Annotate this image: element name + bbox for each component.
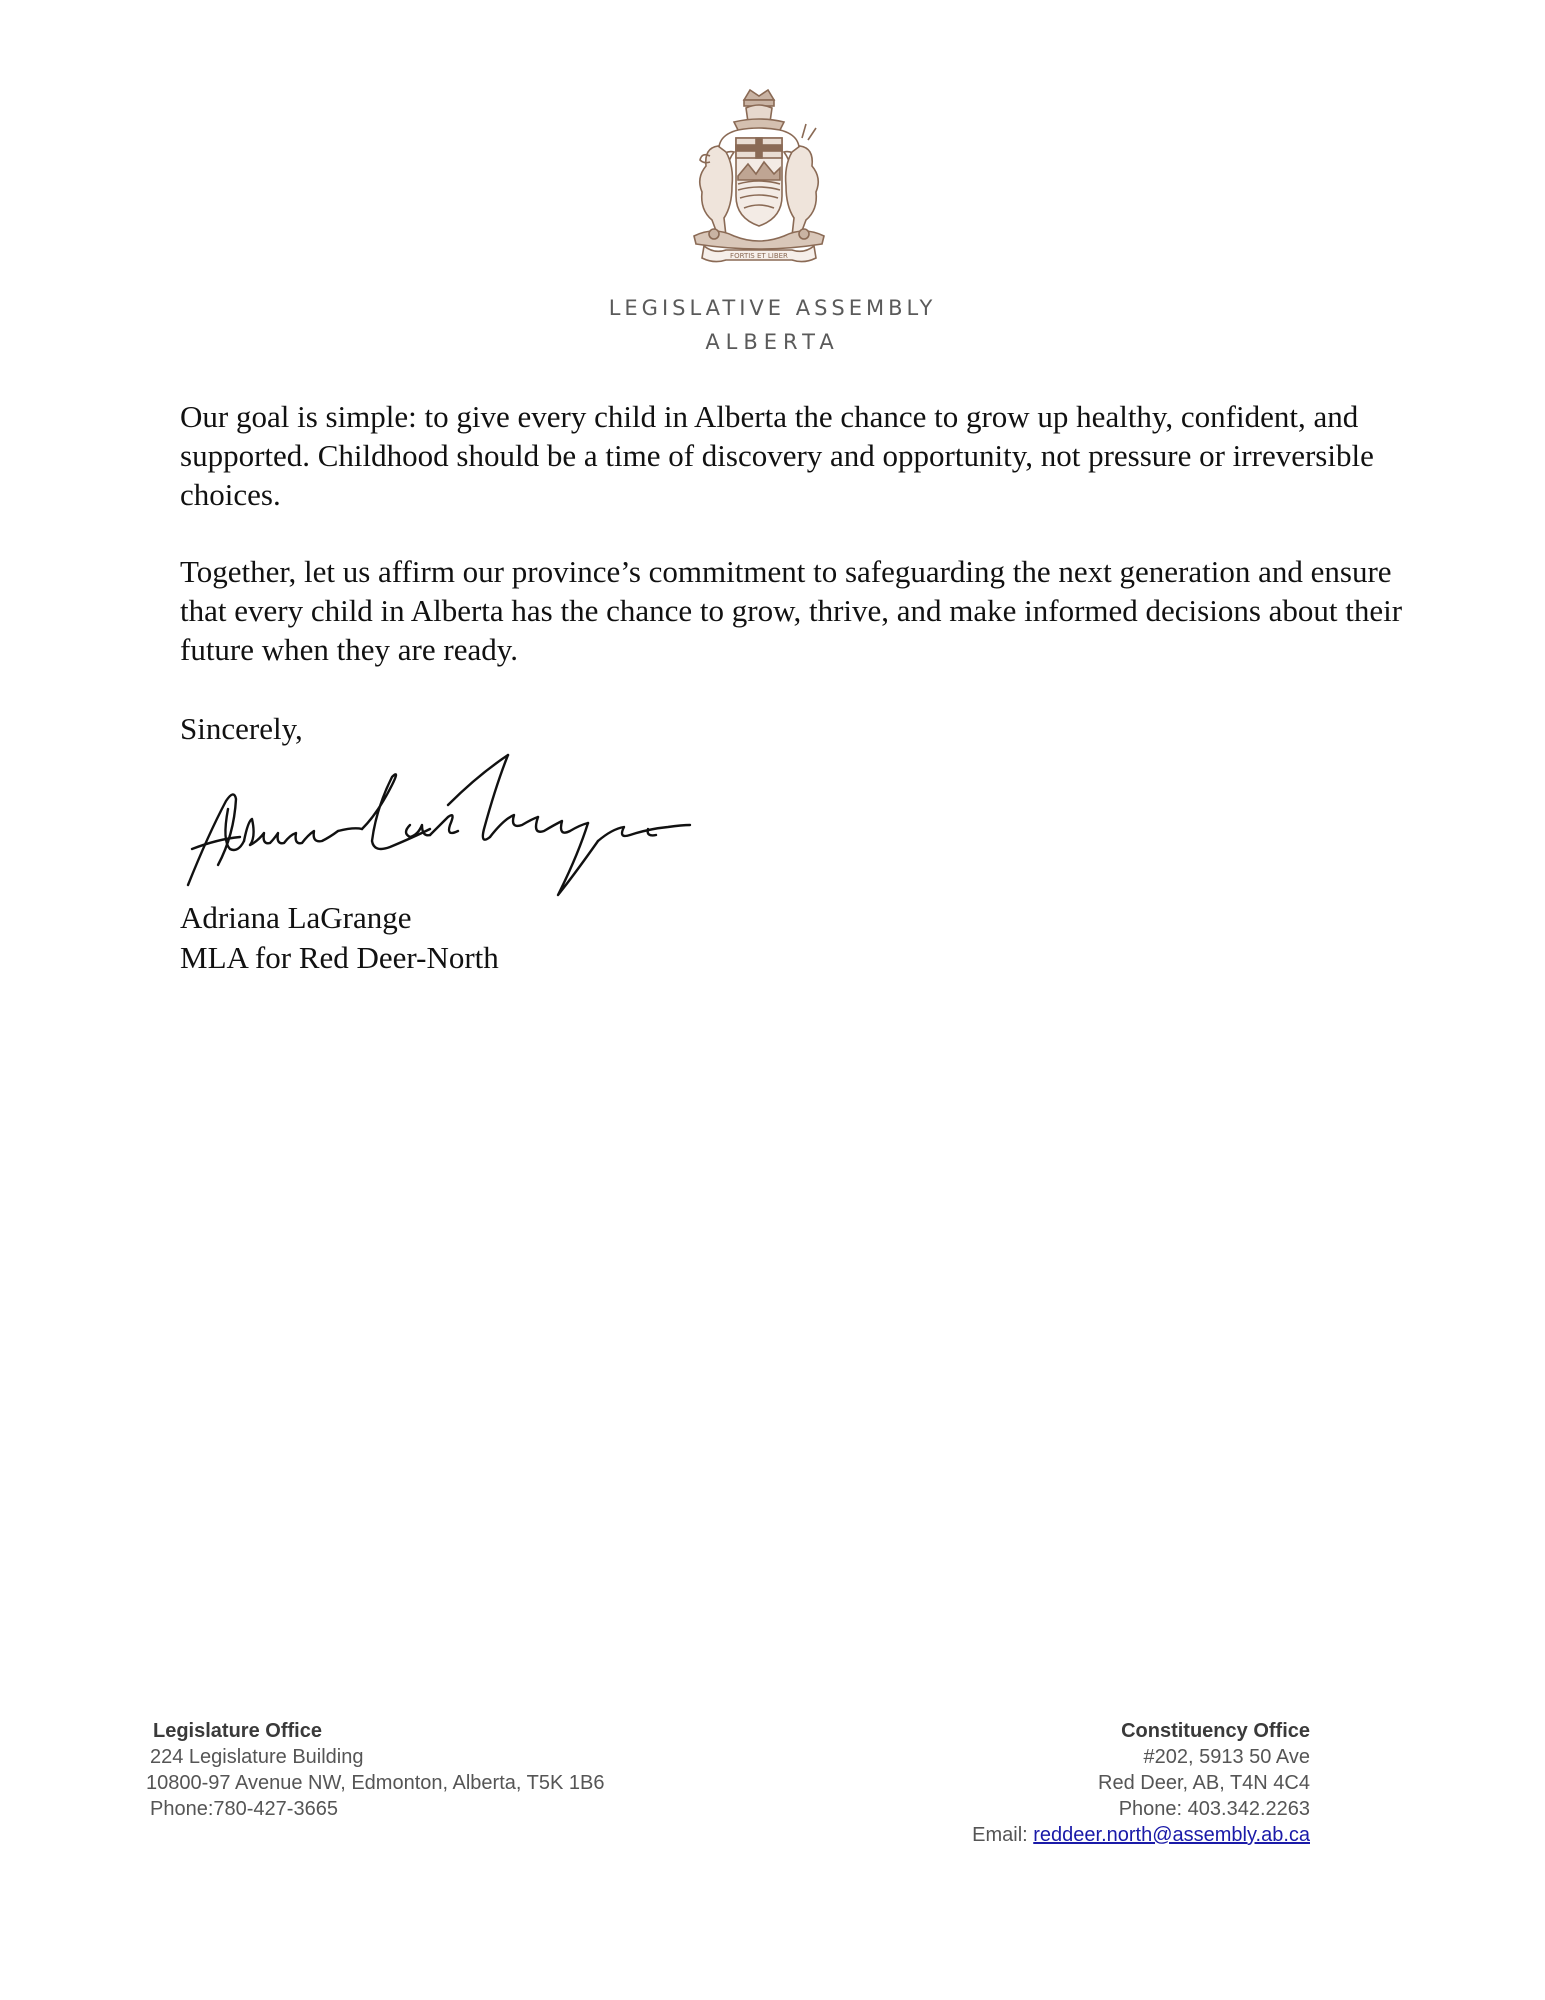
crest-motto: FORTIS ET LIBER [730,252,788,260]
alberta-coat-of-arms-icon [674,86,844,268]
email-label: Email: [972,1824,1034,1846]
organization-province: ALBERTA [705,330,840,354]
constituency-email-row [972,1822,1310,1848]
constituency-address-line2: Red Deer, AB, T4N 4C4 [1098,1772,1310,1794]
legislature-address-line2: 10800-97 Avenue NW, Edmonton, Alberta, T5K 1B6 [146,1772,605,1794]
signer-name: Adriana LaGrange [180,900,412,935]
legislature-phone: Phone:780-427-3665 [150,1798,338,1820]
organization-name: LEGISLATIVE ASSEMBLY [608,296,937,320]
constituency-phone: Phone: 403.342.2263 [1118,1798,1310,1820]
legislature-address-line1: 224 Legislature Building [150,1746,364,1768]
handwritten-signature-icon [178,745,698,905]
letter-paragraph-1: Our goal is simple: to give every child in Alberta the chance to grow up healthy, confident, and supported. Childhood should be a time of discovery and opportunity, not pressure or irreversible choices. [180,399,1374,512]
email-link[interactable]: reddeer.north@assembly.ab.ca [1033,1824,1310,1846]
legislature-office-title: Legislature Office [153,1720,322,1742]
letter-paragraph-2: Together, let us affirm our province’s commitment to safeguarding the next generation and ensure that every child in Alberta has the chance to grow, thrive, and make informed decisions about their future when they are ready. [180,554,1403,667]
constituency-address-line1: #202, 5913 50 Ave [1143,1746,1310,1768]
legislature-office-block [146,1718,604,1822]
signer-title: MLA for Red Deer-North [180,940,499,975]
letter-closing: Sincerely, [180,711,303,746]
constituency-office-block [972,1718,1310,1848]
constituency-office-title: Constituency Office [1121,1720,1310,1742]
signer-block [180,898,499,978]
